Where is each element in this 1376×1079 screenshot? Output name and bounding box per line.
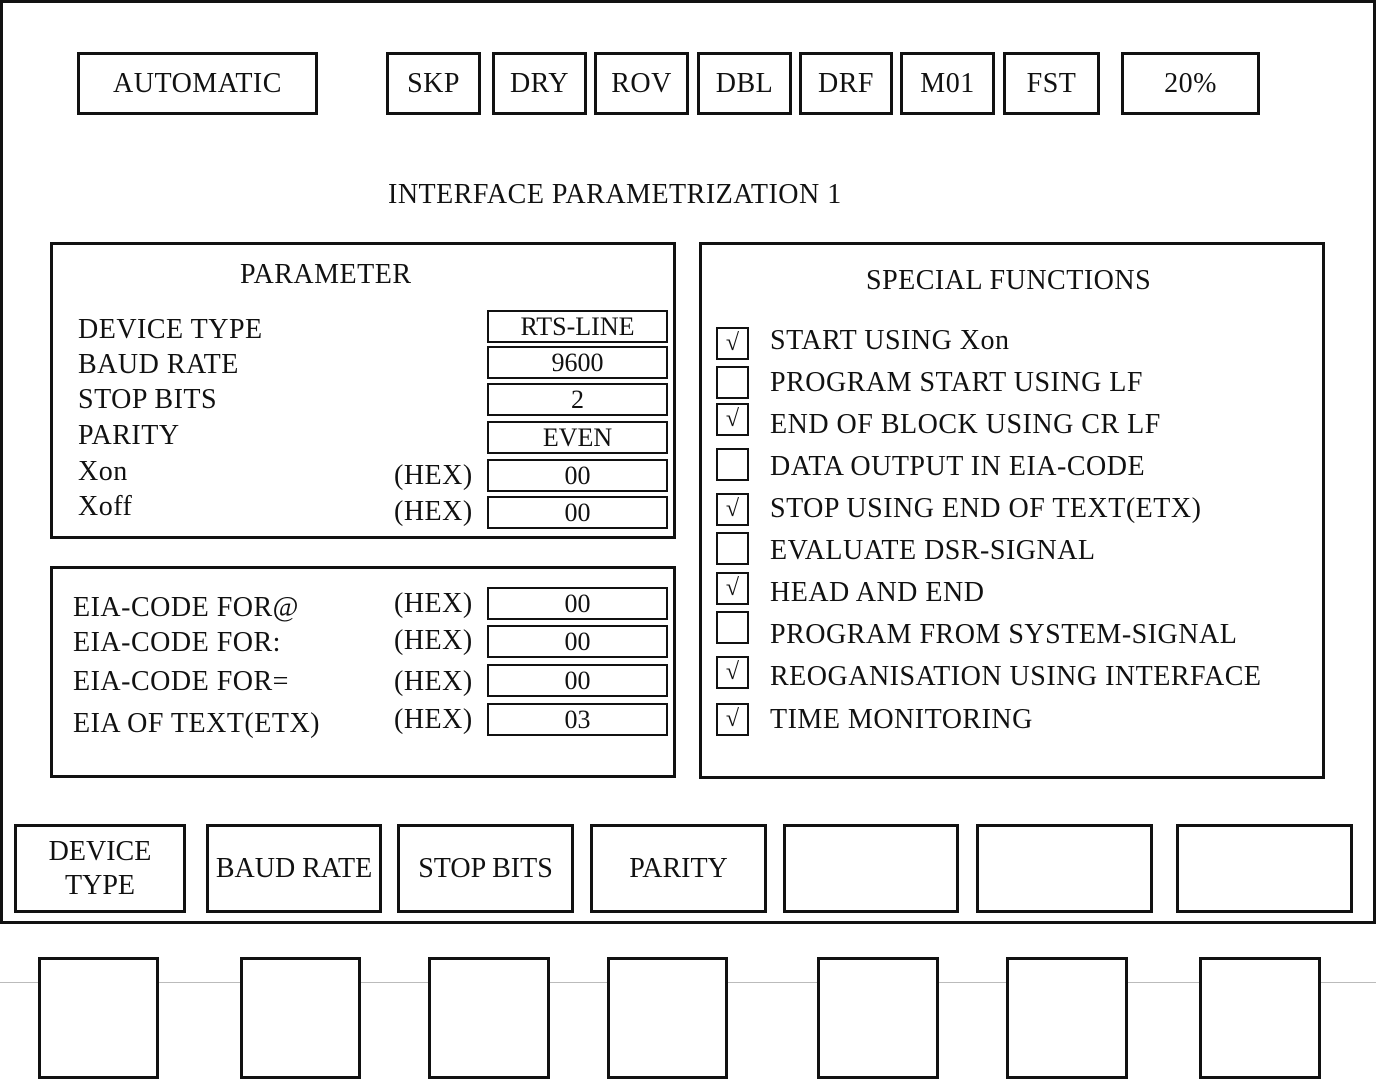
softkey-device-type[interactable] [14, 824, 186, 913]
xoff-field[interactable]: 00 [487, 496, 668, 529]
baud-rate-field[interactable]: 9600 [487, 346, 668, 379]
hardware-key-5[interactable] [817, 957, 939, 1079]
special-item-label: START USING Xon [770, 325, 1010, 356]
checkbox-end-of-block-using-cr-lf[interactable] [716, 403, 749, 436]
check-mark-icon: √ [725, 330, 740, 356]
eia-equals-field[interactable]: 00 [487, 664, 668, 697]
eia-unit-etx: (HEX) [394, 704, 473, 735]
softkey-stop-bits[interactable]: STOP BITS [397, 824, 574, 913]
flag-dry[interactable]: DRY [492, 52, 587, 115]
softkey-device-type-line1: DEVICE [48, 835, 152, 867]
param-label-parity: PARITY [78, 420, 180, 451]
override-percent: 20% [1121, 52, 1260, 115]
special-item-label: REOGANISATION USING INTERFACE [770, 661, 1262, 692]
flag-fst[interactable]: FST [1003, 52, 1100, 115]
softkey-empty-7[interactable] [1176, 824, 1353, 913]
param-label-baud-rate: BAUD RATE [78, 349, 239, 380]
hardware-key-7[interactable] [1199, 957, 1321, 1079]
eia-label-colon: EIA-CODE FOR: [73, 627, 281, 658]
hardware-key-4[interactable] [607, 957, 728, 1079]
page-title: INTERFACE PARAMETRIZATION 1 [388, 179, 842, 210]
special-item-label: TIME MONITORING [770, 704, 1033, 735]
eia-unit-at: (HEX) [394, 588, 473, 619]
param-label-xoff: Xoff [78, 491, 133, 522]
special-item-label: EVALUATE DSR-SIGNAL [770, 535, 1096, 566]
check-mark-icon: √ [725, 659, 740, 685]
param-unit-xoff: (HEX) [394, 496, 473, 527]
xon-field[interactable]: 00 [487, 459, 668, 492]
flag-rov[interactable]: ROV [594, 52, 689, 115]
param-label-xon: Xon [78, 456, 128, 487]
checkbox-data-output-in-eia-code[interactable] [716, 448, 749, 481]
hardware-key-2[interactable] [240, 957, 361, 1079]
eia-label-equals: EIA-CODE FOR= [73, 666, 289, 697]
checkbox-stop-using-etx[interactable] [716, 493, 749, 526]
flag-drf[interactable]: DRF [799, 52, 893, 115]
checkbox-program-start-using-lf[interactable] [716, 366, 749, 399]
hardware-key-6[interactable] [1006, 957, 1128, 1079]
param-label-stop-bits: STOP BITS [78, 384, 218, 415]
checkbox-time-monitoring[interactable] [716, 703, 749, 736]
eia-label-etx: EIA OF TEXT(ETX) [73, 708, 320, 739]
parity-field[interactable]: EVEN [487, 421, 668, 454]
special-item-label: PROGRAM FROM SYSTEM-SIGNAL [770, 619, 1238, 650]
check-mark-icon: √ [725, 706, 740, 732]
checkbox-program-from-system-signal[interactable] [716, 611, 749, 644]
special-item-label: HEAD AND END [770, 577, 985, 608]
eia-etx-field[interactable]: 03 [487, 703, 668, 736]
checkbox-head-and-end[interactable] [716, 572, 749, 605]
softkey-parity[interactable]: PARITY [590, 824, 767, 913]
special-item-label: PROGRAM START USING LF [770, 367, 1143, 398]
softkey-empty-6[interactable] [976, 824, 1153, 913]
special-item-label: END OF BLOCK USING CR LF [770, 409, 1161, 440]
eia-label-at: EIA-CODE FOR@ [73, 592, 299, 623]
softkey-device-type-line2: TYPE [65, 869, 135, 901]
param-unit-xon: (HEX) [394, 460, 473, 491]
check-mark-icon: √ [725, 406, 740, 432]
checkbox-reoganisation-using-interface[interactable] [716, 656, 749, 689]
special-item-label: STOP USING END OF TEXT(ETX) [770, 493, 1202, 524]
param-label-device-type: DEVICE TYPE [78, 314, 263, 345]
parameter-title: PARAMETER [240, 259, 412, 290]
hardware-key-1[interactable] [38, 957, 159, 1079]
flag-m01[interactable]: M01 [900, 52, 995, 115]
checkbox-evaluate-dsr-signal[interactable] [716, 532, 749, 565]
softkey-empty-5[interactable] [783, 824, 959, 913]
hardware-key-3[interactable] [428, 957, 550, 1079]
special-item-label: DATA OUTPUT IN EIA-CODE [770, 451, 1146, 482]
mode-indicator: AUTOMATIC [77, 52, 318, 115]
eia-unit-colon: (HEX) [394, 625, 473, 656]
flag-dbl[interactable]: DBL [697, 52, 792, 115]
stop-bits-field[interactable]: 2 [487, 383, 668, 416]
check-mark-icon: √ [725, 575, 740, 601]
check-mark-icon: √ [725, 496, 740, 522]
flag-skp[interactable]: SKP [386, 52, 481, 115]
eia-colon-field[interactable]: 00 [487, 625, 668, 658]
eia-at-field[interactable]: 00 [487, 587, 668, 620]
eia-unit-equals: (HEX) [394, 666, 473, 697]
checkbox-start-using-xon[interactable] [716, 327, 749, 360]
device-type-field[interactable]: RTS-LINE [487, 310, 668, 343]
softkey-baud-rate[interactable]: BAUD RATE [206, 824, 382, 913]
special-functions-title: SPECIAL FUNCTIONS [866, 265, 1152, 296]
